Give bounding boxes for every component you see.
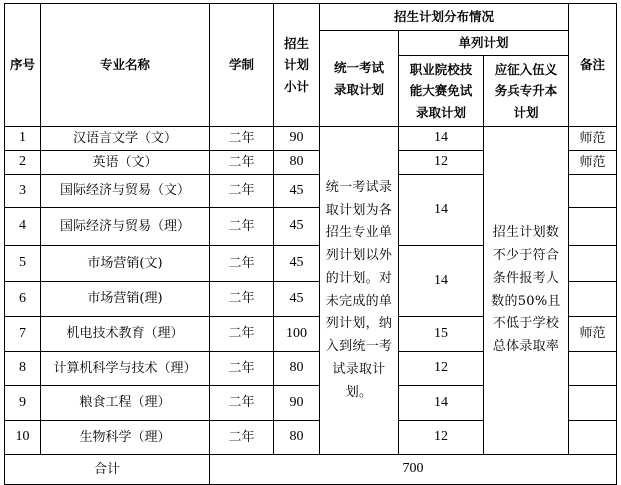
row-number: 9 [5,386,41,421]
plan-count: 80 [274,352,320,386]
remark-cell: 师范 [569,151,617,175]
major-name: 国际经济与贸易（文） [41,175,210,208]
enrollment-plan-table [4,3,617,485]
row-number: 7 [5,317,41,352]
major-name: 市场营销(理) [41,282,210,317]
plan-count: 45 [274,282,320,317]
row-number: 2 [5,151,41,175]
header-unified: 统一考试录取计划 [320,31,399,127]
duration-cell: 二年 [210,208,274,246]
header-remark: 备注 [569,4,617,127]
remark-cell [569,421,617,455]
remark-cell [569,246,617,282]
row-number: 5 [5,246,41,282]
plan-count: 90 [274,127,320,151]
header-subtotal: 招生计划小计 [274,4,320,127]
total-label: 合计 [5,455,210,485]
header-duration: 学制 [210,4,274,127]
veterans-note: 招生计划数不少于符合条件报考人数的50%且不低于学校总体录取率 [484,127,569,455]
duration-cell: 二年 [210,421,274,455]
vocational-count: 14 [399,246,484,317]
remark-cell [569,282,617,317]
unified-exam-note: 统一考试录取计划为各招生专业单列计划以外的计划。对未完成的单列计划，纳入到统一考试录取计划。 [320,127,399,455]
major-name: 英语（文） [41,151,210,175]
duration-cell: 二年 [210,352,274,386]
header-major: 专业名称 [41,4,210,127]
remark-cell: 师范 [569,127,617,151]
row-number: 8 [5,352,41,386]
row-number: 3 [5,175,41,208]
vocational-count: 12 [399,421,484,455]
major-name: 生物科学（理） [41,421,210,455]
duration-cell: 二年 [210,151,274,175]
vocational-count: 15 [399,317,484,352]
remark-cell [569,175,617,208]
remark-cell [569,386,617,421]
row-number: 10 [5,421,41,455]
enrollment-plan-table-wrapper [4,3,617,485]
duration-cell: 二年 [210,246,274,282]
plan-count: 45 [274,175,320,208]
plan-count: 80 [274,421,320,455]
remark-cell [569,208,617,246]
vocational-count: 14 [399,175,484,246]
major-name: 市场营销(文) [41,246,210,282]
vocational-count: 14 [399,386,484,421]
duration-cell: 二年 [210,282,274,317]
major-name: 机电技术教育（理） [41,317,210,352]
table-row [5,127,617,151]
duration-cell: 二年 [210,175,274,208]
header-seq: 序号 [5,4,41,127]
row-number: 4 [5,208,41,246]
header-veterans: 应征入伍义务兵专升本计划 [484,56,569,127]
vocational-count: 12 [399,151,484,175]
major-name: 国际经济与贸易（理） [41,208,210,246]
vocational-count: 12 [399,352,484,386]
total-row [5,455,617,485]
duration-cell: 二年 [210,127,274,151]
vocational-count: 14 [399,127,484,151]
plan-count: 45 [274,246,320,282]
major-name: 计算机科学与技术（理） [41,352,210,386]
total-value: 700 [210,455,617,485]
plan-count: 100 [274,317,320,352]
plan-count: 90 [274,386,320,421]
plan-count: 45 [274,208,320,246]
duration-cell: 二年 [210,386,274,421]
major-name: 汉语言文学（文） [41,127,210,151]
major-name: 粮食工程（理） [41,386,210,421]
header-vocational: 职业院校技能大赛免试录取计划 [399,56,484,127]
header-distribution: 招生计划分布情况 [320,4,569,31]
row-number: 1 [5,127,41,151]
duration-cell: 二年 [210,317,274,352]
row-number: 6 [5,282,41,317]
header-single: 单列计划 [399,31,569,56]
plan-count: 80 [274,151,320,175]
remark-cell: 师范 [569,317,617,352]
remark-cell [569,352,617,386]
